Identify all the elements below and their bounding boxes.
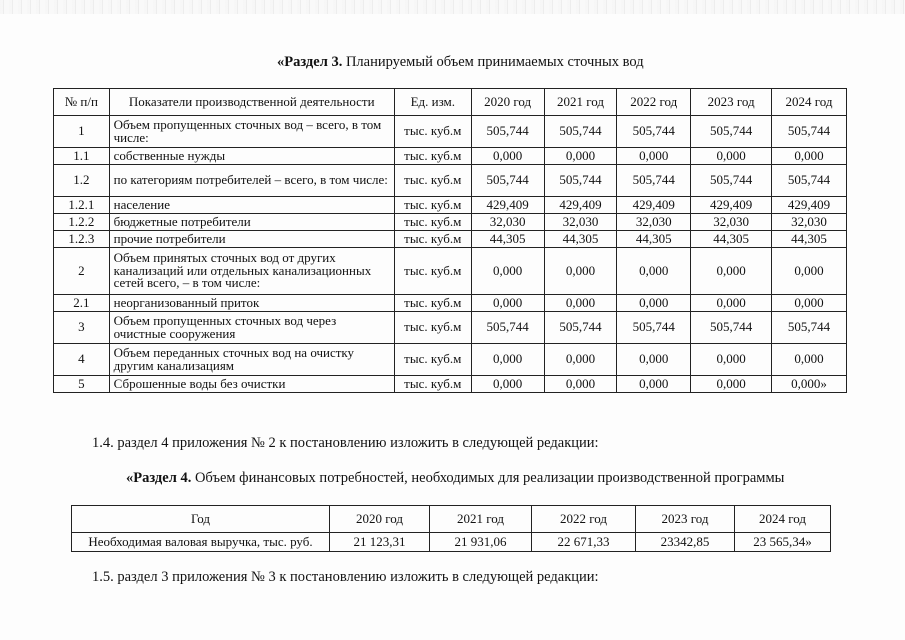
row-value: 0,000 <box>617 295 691 312</box>
row-indicator: Объем пропущенных сточных вод – всего, в том числе: <box>109 116 394 148</box>
row-unit: тыс. куб.м <box>394 344 471 376</box>
row-value: 0,000 <box>772 148 847 165</box>
row-indicator: Сброшенные воды без очистки <box>109 376 394 393</box>
table-header-row <box>54 89 847 116</box>
row-value: 32,030 <box>691 214 772 231</box>
table-body <box>54 116 847 393</box>
column-header: 2022 год <box>617 89 691 116</box>
row-value: 505,744 <box>544 312 617 344</box>
row-value: 505,744 <box>617 116 691 148</box>
row-value: 0,000 <box>617 248 691 295</box>
row-value: 0,000 <box>691 148 772 165</box>
row-value: 0,000 <box>544 248 617 295</box>
row-number: 3 <box>54 312 110 344</box>
section3-heading-bold: «Раздел 3. <box>277 54 343 70</box>
row-value: 32,030 <box>544 214 617 231</box>
column-header: 2024 год <box>772 89 847 116</box>
column-header: 2021 год <box>544 89 617 116</box>
row-indicator: бюджетные потребители <box>109 214 394 231</box>
paragraph-1-4: 1.4. раздел 4 приложения № 2 к постановлению изложить в следующей редакции: <box>92 435 599 451</box>
table-row <box>54 376 847 393</box>
row-indicator: по категориям потребителей – всего, в том числе: <box>109 165 394 197</box>
row-value: 505,744 <box>471 312 544 344</box>
section3-heading <box>277 54 644 71</box>
row-value: 429,409 <box>772 197 847 214</box>
row-value: 0,000 <box>544 295 617 312</box>
table-row <box>54 344 847 376</box>
row-value: 32,030 <box>617 214 691 231</box>
row-value: 32,030 <box>772 214 847 231</box>
table-row <box>54 165 847 197</box>
row-value: 505,744 <box>772 165 847 197</box>
row-value: 505,744 <box>691 116 772 148</box>
row-unit: тыс. куб.м <box>394 197 471 214</box>
row-value: 0,000 <box>617 148 691 165</box>
row-number: 1.2.2 <box>54 214 110 231</box>
row-indicator: собственные нужды <box>109 148 394 165</box>
column-header: 2023 год <box>636 506 735 533</box>
row-value: 0,000 <box>691 344 772 376</box>
row-number: 1.1 <box>54 148 110 165</box>
table-row <box>54 312 847 344</box>
row-number: 1.2.3 <box>54 231 110 248</box>
row-label: Необходимая валовая выручка, тыс. руб. <box>72 533 330 552</box>
row-value: 0,000 <box>772 248 847 295</box>
row-value: 505,744 <box>471 116 544 148</box>
section4-heading <box>126 470 784 487</box>
row-unit: тыс. куб.м <box>394 248 471 295</box>
row-value: 0,000 <box>544 376 617 393</box>
row-unit: тыс. куб.м <box>394 231 471 248</box>
section4-heading-text: Объем финансовых потребностей, необходимых для реализации производственной программы <box>191 470 785 486</box>
row-value: 0,000 <box>691 376 772 393</box>
table-row <box>54 295 847 312</box>
row-value: 0,000 <box>772 344 847 376</box>
row-value: 0,000 <box>617 344 691 376</box>
table-row <box>54 214 847 231</box>
row-value: 21 931,06 <box>430 533 532 552</box>
table-header-row <box>72 506 831 533</box>
row-value: 44,305 <box>471 231 544 248</box>
row-value: 23342,85 <box>636 533 735 552</box>
row-number: 5 <box>54 376 110 393</box>
row-value: 22 671,33 <box>532 533 636 552</box>
row-number: 1.2.1 <box>54 197 110 214</box>
row-value: 0,000 <box>691 295 772 312</box>
table-row <box>54 116 847 148</box>
row-indicator: Объем принятых сточных вод от других канализаций или отдельных канализационных сетей всего, – в том числе: <box>109 248 394 295</box>
row-unit: тыс. куб.м <box>394 312 471 344</box>
financial-needs-table <box>71 505 831 552</box>
paragraph-1-5: 1.5. раздел 3 приложения № 3 к постановлению изложить в следующей редакции: <box>92 569 599 585</box>
row-value: 505,744 <box>544 165 617 197</box>
table-row <box>54 148 847 165</box>
row-value: 44,305 <box>772 231 847 248</box>
section3-heading-text: Планируемый объем принимаемых сточных вод <box>342 54 644 70</box>
row-indicator: население <box>109 197 394 214</box>
row-value: 23 565,34» <box>735 533 831 552</box>
row-value: 0,000 <box>544 344 617 376</box>
row-number: 1 <box>54 116 110 148</box>
row-value: 429,409 <box>691 197 772 214</box>
section4-heading-bold: «Раздел 4. <box>126 470 192 486</box>
column-header: 2020 год <box>330 506 430 533</box>
row-indicator: прочие потребители <box>109 231 394 248</box>
row-unit: тыс. куб.м <box>394 214 471 231</box>
row-value: 429,409 <box>617 197 691 214</box>
row-value: 21 123,31 <box>330 533 430 552</box>
row-value: 0,000 <box>471 344 544 376</box>
column-header: 2020 год <box>471 89 544 116</box>
row-indicator: Объем пропущенных сточных вод через очистные сооружения <box>109 312 394 344</box>
column-header: Показатели производственной деятельности <box>109 89 394 116</box>
row-number: 2 <box>54 248 110 295</box>
table-row <box>54 248 847 295</box>
row-number: 4 <box>54 344 110 376</box>
column-header: № п/п <box>54 89 110 116</box>
row-unit: тыс. куб.м <box>394 148 471 165</box>
column-header: 2023 год <box>691 89 772 116</box>
row-value: 505,744 <box>617 165 691 197</box>
scan-noise-strip <box>0 0 905 14</box>
row-value: 505,744 <box>544 116 617 148</box>
row-value: 0,000 <box>471 376 544 393</box>
row-unit: тыс. куб.м <box>394 376 471 393</box>
column-header: Год <box>72 506 330 533</box>
row-value: 505,744 <box>471 165 544 197</box>
table-row <box>72 533 831 552</box>
row-indicator: Объем переданных сточных вод на очистку другим канализациям <box>109 344 394 376</box>
row-value: 429,409 <box>471 197 544 214</box>
table-row <box>54 197 847 214</box>
row-value: 44,305 <box>691 231 772 248</box>
column-header: 2024 год <box>735 506 831 533</box>
row-value: 0,000 <box>471 295 544 312</box>
row-value: 44,305 <box>617 231 691 248</box>
row-value: 0,000 <box>617 376 691 393</box>
row-value: 505,744 <box>772 312 847 344</box>
row-value: 0,000 <box>691 248 772 295</box>
row-number: 1.2 <box>54 165 110 197</box>
column-header: 2022 год <box>532 506 636 533</box>
column-header: Ед. изм. <box>394 89 471 116</box>
row-value: 44,305 <box>544 231 617 248</box>
wastewater-volume-table <box>53 88 847 393</box>
row-indicator: неорганизованный приток <box>109 295 394 312</box>
row-value: 0,000 <box>471 148 544 165</box>
row-number: 2.1 <box>54 295 110 312</box>
row-unit: тыс. куб.м <box>394 295 471 312</box>
row-value: 505,744 <box>691 165 772 197</box>
column-header: 2021 год <box>430 506 532 533</box>
row-unit: тыс. куб.м <box>394 116 471 148</box>
row-value: 505,744 <box>772 116 847 148</box>
row-value: 505,744 <box>691 312 772 344</box>
row-value: 32,030 <box>471 214 544 231</box>
row-unit: тыс. куб.м <box>394 165 471 197</box>
row-value: 505,744 <box>617 312 691 344</box>
row-value: 0,000 <box>471 248 544 295</box>
row-value: 0,000» <box>772 376 847 393</box>
row-value: 429,409 <box>544 197 617 214</box>
row-value: 0,000 <box>544 148 617 165</box>
table-row <box>54 231 847 248</box>
row-value: 0,000 <box>772 295 847 312</box>
